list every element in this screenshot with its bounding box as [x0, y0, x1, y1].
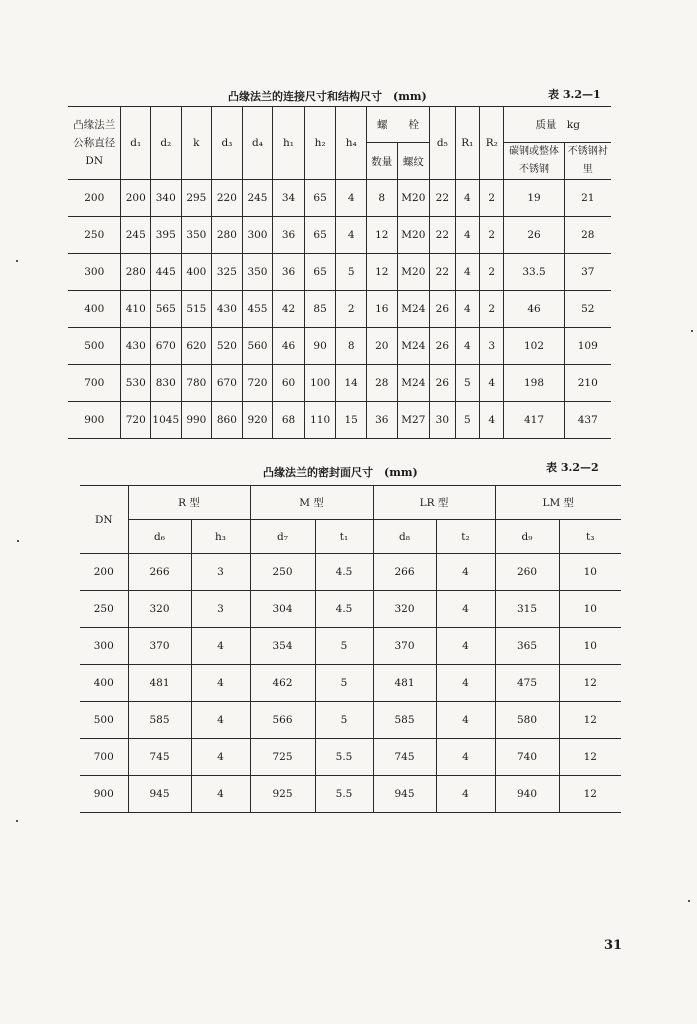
scan-speck — [691, 330, 693, 332]
dn-cell: 700 — [68, 365, 121, 402]
value-cell: 354 — [250, 628, 315, 665]
value-cell: 780 — [181, 365, 212, 402]
page-number: 31 — [604, 938, 623, 953]
col-d2: d₂ — [151, 107, 182, 180]
dn-cell: 900 — [68, 402, 121, 439]
col-d7: d₇ — [250, 520, 315, 554]
value-cell: 566 — [250, 702, 315, 739]
table1-number: 表 3.2—1 — [548, 88, 601, 101]
table2-number: 表 3.2—2 — [546, 461, 599, 474]
dn-header-2: DN — [80, 486, 128, 554]
value-cell: 300 — [242, 217, 273, 254]
value-cell: 4 — [191, 776, 250, 813]
value-cell: 8 — [336, 328, 367, 365]
value-cell: 3 — [191, 591, 250, 628]
col-r1: R₁ — [455, 107, 479, 180]
value-cell: 940 — [495, 776, 559, 813]
value-cell: M24 — [397, 365, 430, 402]
value-cell: 520 — [212, 328, 243, 365]
value-cell: 5 — [315, 665, 373, 702]
value-cell: 745 — [128, 739, 191, 776]
value-cell: 4 — [480, 402, 504, 439]
value-cell: 266 — [373, 554, 436, 591]
value-cell: M20 — [397, 254, 430, 291]
value-cell: 10 — [559, 554, 621, 591]
scan-speck — [688, 900, 690, 902]
dn-cell: 900 — [80, 776, 128, 813]
value-cell: 46 — [273, 328, 305, 365]
connection-row — [68, 328, 611, 365]
value-cell: 12 — [559, 776, 621, 813]
value-cell: 10 — [559, 591, 621, 628]
col-t3: t₃ — [559, 520, 621, 554]
dn-cell: 250 — [80, 591, 128, 628]
value-cell: 22 — [430, 217, 455, 254]
value-cell: 720 — [242, 365, 273, 402]
group-r: R 型 — [128, 486, 250, 520]
value-cell: M24 — [397, 291, 430, 328]
value-cell: 620 — [181, 328, 212, 365]
value-cell: 21 — [564, 180, 611, 217]
scan-speck — [16, 260, 18, 262]
value-cell: 5.5 — [315, 776, 373, 813]
value-cell: 12 — [559, 739, 621, 776]
value-cell: 5 — [336, 254, 367, 291]
value-cell: 315 — [495, 591, 559, 628]
value-cell: 920 — [242, 402, 273, 439]
col-d5: d₅ — [430, 107, 455, 180]
value-cell: 515 — [181, 291, 212, 328]
connection-row — [68, 365, 611, 402]
value-cell: 109 — [564, 328, 611, 365]
value-cell: 2 — [480, 180, 504, 217]
connection-row — [68, 402, 611, 439]
value-cell: 26 — [504, 217, 564, 254]
col-d3: d₃ — [212, 107, 243, 180]
value-cell: 8 — [366, 180, 397, 217]
value-cell: 28 — [366, 365, 397, 402]
value-cell: 4 — [436, 776, 495, 813]
value-cell: 22 — [430, 254, 455, 291]
value-cell: 12 — [559, 665, 621, 702]
value-cell: 26 — [430, 328, 455, 365]
sealing-row — [80, 628, 621, 665]
value-cell: 670 — [212, 365, 243, 402]
value-cell: 445 — [151, 254, 182, 291]
value-cell: 740 — [495, 739, 559, 776]
value-cell: 12 — [559, 702, 621, 739]
connection-row — [68, 180, 611, 217]
scan-speck — [16, 820, 18, 822]
value-cell: 4 — [191, 739, 250, 776]
value-cell: 100 — [304, 365, 336, 402]
col-d6: d₆ — [128, 520, 191, 554]
value-cell: 395 — [151, 217, 182, 254]
value-cell: 585 — [373, 702, 436, 739]
value-cell: 60 — [273, 365, 305, 402]
value-cell: 37 — [564, 254, 611, 291]
value-cell: 320 — [373, 591, 436, 628]
value-cell: 830 — [151, 365, 182, 402]
col-k: k — [181, 107, 212, 180]
table1-caption: 凸缘法兰的连接尺寸和结构尺寸 (mm) — [228, 90, 427, 103]
value-cell: 5 — [315, 702, 373, 739]
value-cell: 90 — [304, 328, 336, 365]
value-cell: 720 — [121, 402, 151, 439]
value-cell: 4 — [455, 254, 479, 291]
value-cell: 36 — [366, 402, 397, 439]
flange-connection-table — [68, 106, 618, 439]
value-cell: 36 — [273, 217, 305, 254]
sealing-row — [80, 554, 621, 591]
connection-row — [68, 291, 611, 328]
value-cell: 280 — [212, 217, 243, 254]
value-cell: 245 — [121, 217, 151, 254]
connection-row — [68, 217, 611, 254]
value-cell: 2 — [336, 291, 367, 328]
group-lr: LR 型 — [373, 486, 495, 520]
value-cell: 4 — [436, 554, 495, 591]
value-cell: 14 — [336, 365, 367, 402]
sealing-row — [80, 776, 621, 813]
value-cell: 3 — [480, 328, 504, 365]
value-cell: 320 — [128, 591, 191, 628]
table2-caption: 凸缘法兰的密封面尺寸 (mm) — [263, 466, 418, 479]
value-cell: 3 — [191, 554, 250, 591]
value-cell: 1045 — [151, 402, 182, 439]
dn-cell: 700 — [80, 739, 128, 776]
value-cell: 4 — [191, 628, 250, 665]
value-cell: 745 — [373, 739, 436, 776]
value-cell: 250 — [250, 554, 315, 591]
value-cell: 30 — [430, 402, 455, 439]
value-cell: 565 — [151, 291, 182, 328]
value-cell: 200 — [121, 180, 151, 217]
value-cell: 245 — [242, 180, 273, 217]
value-cell: 65 — [304, 217, 336, 254]
value-cell: 4 — [436, 665, 495, 702]
value-cell: 19 — [504, 180, 564, 217]
value-cell: 560 — [242, 328, 273, 365]
dn-cell: 500 — [80, 702, 128, 739]
value-cell: 4 — [191, 665, 250, 702]
col-h3: h₃ — [191, 520, 250, 554]
value-cell: 210 — [564, 365, 611, 402]
value-cell: 370 — [373, 628, 436, 665]
col-r2: R₂ — [480, 107, 504, 180]
value-cell: 350 — [242, 254, 273, 291]
value-cell: 462 — [250, 665, 315, 702]
value-cell: 417 — [504, 402, 564, 439]
value-cell: 102 — [504, 328, 564, 365]
value-cell: 4 — [455, 328, 479, 365]
dn-cell: 200 — [80, 554, 128, 591]
value-cell: 475 — [495, 665, 559, 702]
value-cell: 455 — [242, 291, 273, 328]
value-cell: 42 — [273, 291, 305, 328]
sealing-row — [80, 739, 621, 776]
value-cell: 85 — [304, 291, 336, 328]
dn-cell: 500 — [68, 328, 121, 365]
value-cell: 65 — [304, 180, 336, 217]
value-cell: 33.5 — [504, 254, 564, 291]
value-cell: 46 — [504, 291, 564, 328]
flange-sealing-table — [80, 485, 621, 813]
value-cell: 304 — [250, 591, 315, 628]
value-cell: 350 — [181, 217, 212, 254]
value-cell: 10 — [559, 628, 621, 665]
value-cell: 26 — [430, 291, 455, 328]
col-bolt-thread: 螺纹 — [397, 143, 430, 180]
value-cell: 430 — [121, 328, 151, 365]
sealing-row — [80, 702, 621, 739]
col-mass-ss: 不锈钢衬 里 — [564, 143, 611, 180]
value-cell: 670 — [151, 328, 182, 365]
value-cell: 4 — [455, 180, 479, 217]
value-cell: 945 — [373, 776, 436, 813]
value-cell: 2 — [480, 217, 504, 254]
value-cell: 22 — [430, 180, 455, 217]
col-h1: h₁ — [273, 107, 305, 180]
value-cell: 68 — [273, 402, 305, 439]
mass-group-header: 质量 kg — [504, 107, 611, 143]
value-cell: 340 — [151, 180, 182, 217]
value-cell: 4 — [436, 628, 495, 665]
value-cell: 5 — [315, 628, 373, 665]
sealing-row — [80, 591, 621, 628]
value-cell: 4 — [336, 180, 367, 217]
col-d4: d₄ — [242, 107, 273, 180]
value-cell: 52 — [564, 291, 611, 328]
value-cell: 945 — [128, 776, 191, 813]
value-cell: 4.5 — [315, 554, 373, 591]
value-cell: 400 — [181, 254, 212, 291]
value-cell: M20 — [397, 180, 430, 217]
value-cell: 4 — [436, 591, 495, 628]
dn-cell: 400 — [80, 665, 128, 702]
value-cell: 725 — [250, 739, 315, 776]
value-cell: 220 — [212, 180, 243, 217]
value-cell: 990 — [181, 402, 212, 439]
value-cell: 5 — [455, 365, 479, 402]
value-cell: 20 — [366, 328, 397, 365]
value-cell: 430 — [212, 291, 243, 328]
value-cell: 65 — [304, 254, 336, 291]
col-h4: h₄ — [336, 107, 367, 180]
value-cell: M24 — [397, 328, 430, 365]
value-cell: 365 — [495, 628, 559, 665]
value-cell: 15 — [336, 402, 367, 439]
value-cell: 2 — [480, 254, 504, 291]
col-d8: d₈ — [373, 520, 436, 554]
dn-cell: 300 — [68, 254, 121, 291]
value-cell: 260 — [495, 554, 559, 591]
value-cell: 5 — [455, 402, 479, 439]
col-d9: d₉ — [495, 520, 559, 554]
value-cell: 36 — [273, 254, 305, 291]
value-cell: 12 — [366, 254, 397, 291]
value-cell: 4 — [455, 291, 479, 328]
dn-cell: 250 — [68, 217, 121, 254]
dn-cell: 300 — [80, 628, 128, 665]
value-cell: 585 — [128, 702, 191, 739]
value-cell: 12 — [366, 217, 397, 254]
value-cell: M27 — [397, 402, 430, 439]
connection-row — [68, 254, 611, 291]
value-cell: 26 — [430, 365, 455, 402]
col-bolt-qty: 数量 — [366, 143, 397, 180]
value-cell: 860 — [212, 402, 243, 439]
bolt-group-header: 螺 栓 — [366, 107, 429, 143]
group-lm: LM 型 — [495, 486, 621, 520]
value-cell: 4.5 — [315, 591, 373, 628]
value-cell: 16 — [366, 291, 397, 328]
value-cell: 925 — [250, 776, 315, 813]
value-cell: 280 — [121, 254, 151, 291]
value-cell: 370 — [128, 628, 191, 665]
value-cell: 4 — [480, 365, 504, 402]
value-cell: 481 — [373, 665, 436, 702]
value-cell: 28 — [564, 217, 611, 254]
value-cell: 325 — [212, 254, 243, 291]
sealing-row — [80, 665, 621, 702]
value-cell: 34 — [273, 180, 305, 217]
value-cell: 295 — [181, 180, 212, 217]
value-cell: 4 — [191, 702, 250, 739]
col-t2: t₂ — [436, 520, 495, 554]
value-cell: 2 — [480, 291, 504, 328]
scan-speck — [17, 540, 19, 542]
value-cell: 266 — [128, 554, 191, 591]
col-d1: d₁ — [121, 107, 151, 180]
value-cell: 198 — [504, 365, 564, 402]
value-cell: 410 — [121, 291, 151, 328]
group-m: M 型 — [250, 486, 373, 520]
value-cell: 4 — [455, 217, 479, 254]
col-h2: h₂ — [304, 107, 336, 180]
col-t1: t₁ — [315, 520, 373, 554]
dn-cell: 400 — [68, 291, 121, 328]
value-cell: 580 — [495, 702, 559, 739]
value-cell: 5.5 — [315, 739, 373, 776]
value-cell: 4 — [436, 702, 495, 739]
value-cell: M20 — [397, 217, 430, 254]
value-cell: 437 — [564, 402, 611, 439]
value-cell: 4 — [436, 739, 495, 776]
dn-header: 凸缘法兰 公称直径 DN — [68, 107, 121, 180]
dn-cell: 200 — [68, 180, 121, 217]
col-mass-carbon: 碳钢或整体不锈钢 — [504, 143, 564, 180]
value-cell: 481 — [128, 665, 191, 702]
value-cell: 4 — [336, 217, 367, 254]
value-cell: 110 — [304, 402, 336, 439]
value-cell: 530 — [121, 365, 151, 402]
